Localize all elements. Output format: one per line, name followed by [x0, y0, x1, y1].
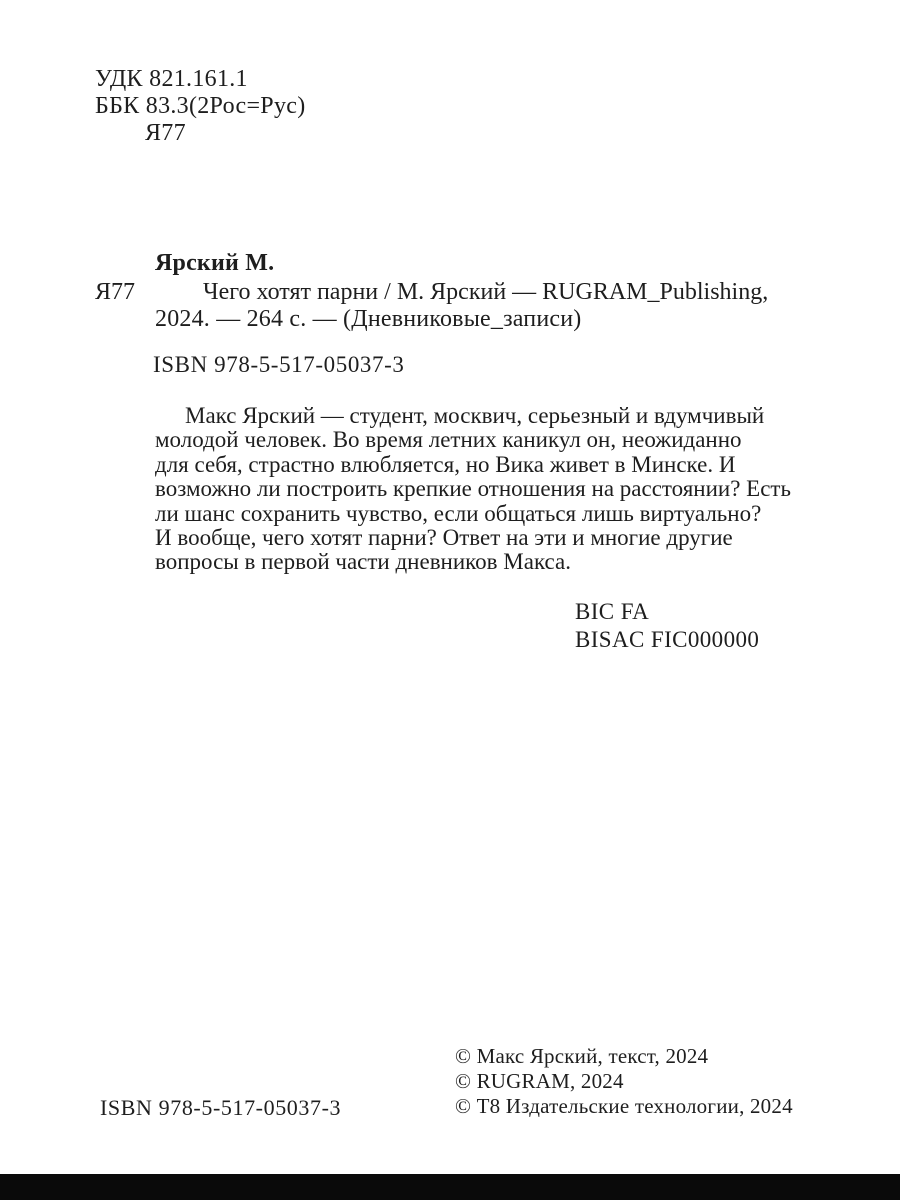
bib-entry-title-line: Чего хотят парни / М. Ярский — RUGRAM_Publishing,: [203, 279, 769, 305]
copyright-block: [455, 1044, 793, 1119]
copyright-line: © Т8 Издательские технологии, 2024: [455, 1094, 793, 1118]
page-bottom-edge-bar: [0, 1174, 900, 1200]
trade-classification-block: [575, 598, 759, 653]
author-heading: Ярский М.: [155, 250, 275, 276]
annotation-line: Макс Ярский — студент, москвич, серьезный и вдумчивый: [185, 403, 765, 428]
bbk-line: ББК 83.3(2Рос=Рус): [95, 93, 306, 119]
bib-entry-imprint-line: 2024. — 264 с. — (Дневниковые_записи): [155, 306, 582, 332]
annotation-line: молодой человек. Во время летних каникул он, неожиданно: [155, 427, 742, 453]
udk-line: УДК 821.161.1: [95, 66, 248, 92]
classification-codes-block: [95, 66, 306, 147]
bic-code-line: BIC FA: [575, 599, 650, 624]
annotation-paragraph: [155, 404, 813, 575]
annotation-line: возможно ли построить крепкие отношения на расстоянии? Есть: [155, 476, 791, 502]
annotation-line: вопросы в первой части дневников Макса.: [155, 549, 571, 575]
annotation-line: для себя, страстно влюбляется, но Вика живет в Минске. И: [155, 451, 736, 477]
copyright-line: © Макс Ярский, текст, 2024: [455, 1044, 709, 1068]
bisac-code-line: BISAC FIC000000: [575, 626, 760, 652]
bib-entry-code: Я77: [95, 279, 136, 305]
isbn-bottom: ISBN 978-5-517-05037-3: [100, 1095, 342, 1120]
isbn-top: ISBN 978-5-517-05037-3: [153, 352, 405, 377]
copyright-line: © RUGRAM, 2024: [455, 1069, 624, 1093]
annotation-line: ли шанс сохранить чувство, если общаться лишь виртуально?: [155, 500, 762, 526]
annotation-line: И вообще, чего хотят парни? Ответ на эти и многие другие: [155, 525, 733, 551]
author-code-line: Я77: [145, 120, 186, 146]
